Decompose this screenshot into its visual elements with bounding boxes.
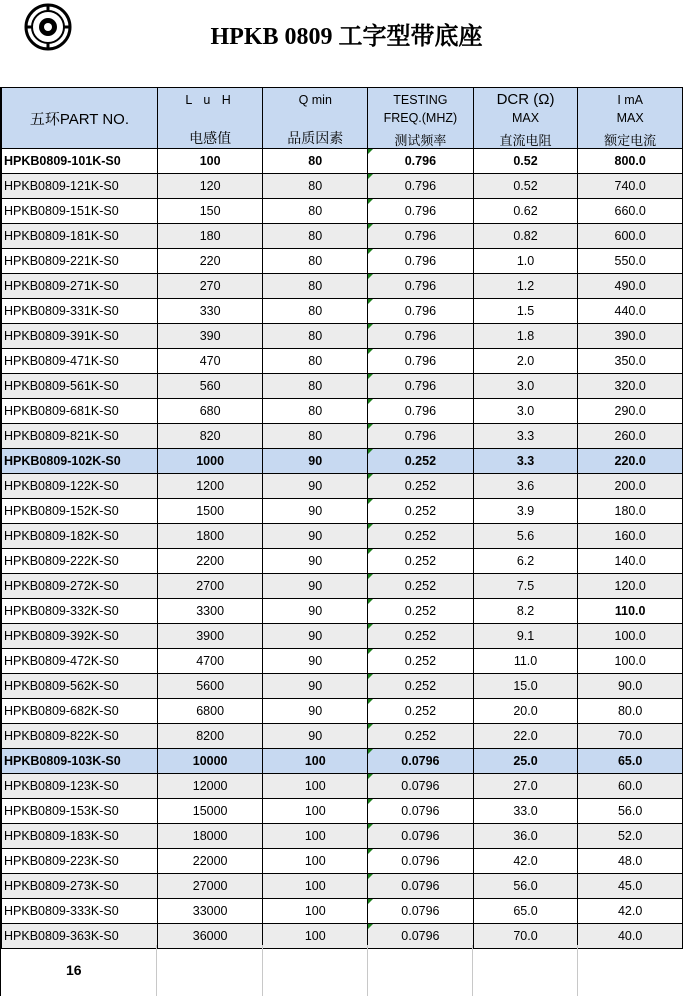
current-cell: 200.0 (578, 474, 683, 499)
dcr-cell: 56.0 (473, 874, 578, 899)
part-number-cell: HPKB0809-392K-S0 (2, 624, 158, 649)
table-row (2, 824, 683, 849)
table-row (2, 649, 683, 674)
freq-cell: 0.252 (368, 724, 474, 749)
part-number-cell: HPKB0809-273K-S0 (2, 874, 158, 899)
table-row (2, 499, 683, 524)
footer-divider (367, 945, 368, 996)
freq-cell: 0.252 (368, 499, 474, 524)
inductance-cell: 10000 (157, 749, 263, 774)
table-row (2, 174, 683, 199)
table-row (2, 299, 683, 324)
current-cell: 65.0 (578, 749, 683, 774)
current-cell: 440.0 (578, 299, 683, 324)
part-number-cell: HPKB0809-681K-S0 (2, 399, 158, 424)
freq-cell: 0.796 (368, 274, 474, 299)
header-current (578, 88, 683, 149)
current-cell: 550.0 (578, 249, 683, 274)
part-number-cell: HPKB0809-821K-S0 (2, 424, 158, 449)
inductance-cell: 8200 (157, 724, 263, 749)
dcr-cell: 42.0 (473, 849, 578, 874)
header-dcr (473, 88, 578, 149)
freq-cell: 0.796 (368, 224, 474, 249)
part-number-cell: HPKB0809-331K-S0 (2, 299, 158, 324)
footer-grid (156, 945, 683, 996)
current-cell: 42.0 (578, 899, 683, 924)
footer-divider (472, 945, 473, 996)
dcr-cell: 11.0 (473, 649, 578, 674)
current-cell: 80.0 (578, 699, 683, 724)
freq-cell: 0.252 (368, 574, 474, 599)
inductance-cell: 2200 (157, 549, 263, 574)
part-number-cell: HPKB0809-472K-S0 (2, 649, 158, 674)
dcr-cell: 8.2 (473, 599, 578, 624)
current-cell: 140.0 (578, 549, 683, 574)
table-row (2, 424, 683, 449)
dcr-cell: 70.0 (473, 924, 578, 949)
q-cell: 90 (263, 724, 368, 749)
q-cell: 100 (263, 824, 368, 849)
q-cell: 90 (263, 699, 368, 724)
q-cell: 80 (263, 149, 368, 174)
inductance-cell: 100 (157, 149, 263, 174)
footer-divider (156, 945, 157, 996)
inductance-cell: 1800 (157, 524, 263, 549)
table-row (2, 799, 683, 824)
dcr-cell: 7.5 (473, 574, 578, 599)
inductance-cell: 560 (157, 374, 263, 399)
inductance-cell: 270 (157, 274, 263, 299)
q-cell: 100 (263, 849, 368, 874)
inductance-cell: 3300 (157, 599, 263, 624)
current-cell: 220.0 (578, 449, 683, 474)
inductance-cell: 1200 (157, 474, 263, 499)
inductance-cell: 180 (157, 224, 263, 249)
header-q (263, 88, 368, 149)
spec-table (1, 87, 683, 949)
table-row (2, 599, 683, 624)
dcr-cell: 0.82 (473, 224, 578, 249)
part-number-cell: HPKB0809-101K-S0 (2, 149, 158, 174)
current-cell: 180.0 (578, 499, 683, 524)
dcr-cell: 15.0 (473, 674, 578, 699)
header-dcr-top: DCR (Ω) (496, 91, 555, 108)
table-row (2, 524, 683, 549)
current-cell: 90.0 (578, 674, 683, 699)
inductance-cell: 18000 (157, 824, 263, 849)
freq-cell: 0.0796 (368, 799, 474, 824)
q-cell: 90 (263, 499, 368, 524)
q-cell: 100 (263, 749, 368, 774)
inductance-cell: 33000 (157, 899, 263, 924)
dcr-cell: 0.62 (473, 199, 578, 224)
table-row (2, 699, 683, 724)
part-number-cell: HPKB0809-121K-S0 (2, 174, 158, 199)
freq-cell: 0.0796 (368, 849, 474, 874)
inductance-cell: 4700 (157, 649, 263, 674)
freq-cell: 0.0796 (368, 874, 474, 899)
dcr-cell: 1.5 (473, 299, 578, 324)
header-freq-mid: FREQ.(MHZ) (383, 111, 458, 125)
freq-cell: 0.796 (368, 174, 474, 199)
header-q-label: 品质因素 (287, 130, 344, 146)
header-part-no: 五环PART NO. (2, 88, 158, 149)
table-row (2, 349, 683, 374)
freq-cell: 0.796 (368, 249, 474, 274)
inductance-cell: 470 (157, 349, 263, 374)
inductance-cell: 2700 (157, 574, 263, 599)
q-cell: 90 (263, 549, 368, 574)
header-dcr-mid: MAX (511, 111, 540, 125)
freq-cell: 0.796 (368, 424, 474, 449)
freq-cell: 0.796 (368, 149, 474, 174)
table-header-row (2, 88, 683, 149)
dcr-cell: 2.0 (473, 349, 578, 374)
q-cell: 80 (263, 399, 368, 424)
dcr-cell: 3.3 (473, 424, 578, 449)
dcr-cell: 0.52 (473, 174, 578, 199)
table-row (2, 899, 683, 924)
inductance-cell: 27000 (157, 874, 263, 899)
current-cell: 70.0 (578, 724, 683, 749)
q-cell: 90 (263, 574, 368, 599)
part-number-cell: HPKB0809-272K-S0 (2, 574, 158, 599)
q-cell: 80 (263, 274, 368, 299)
current-cell: 600.0 (578, 224, 683, 249)
inductance-cell: 680 (157, 399, 263, 424)
current-cell: 48.0 (578, 849, 683, 874)
dcr-cell: 1.2 (473, 274, 578, 299)
table-row (2, 674, 683, 699)
header-inductance-unit: L u H (185, 93, 235, 107)
q-cell: 90 (263, 624, 368, 649)
freq-cell: 0.252 (368, 674, 474, 699)
current-cell: 120.0 (578, 574, 683, 599)
q-cell: 90 (263, 524, 368, 549)
table-row (2, 474, 683, 499)
q-cell: 100 (263, 924, 368, 949)
q-cell: 80 (263, 199, 368, 224)
table-row (2, 274, 683, 299)
freq-cell: 0.0796 (368, 924, 474, 949)
table-row (2, 749, 683, 774)
footer-divider (262, 945, 263, 996)
dcr-cell: 0.52 (473, 149, 578, 174)
current-cell: 740.0 (578, 174, 683, 199)
q-cell: 80 (263, 249, 368, 274)
freq-cell: 0.252 (368, 649, 474, 674)
inductance-cell: 220 (157, 249, 263, 274)
current-cell: 40.0 (578, 924, 683, 949)
q-cell: 80 (263, 424, 368, 449)
dcr-cell: 36.0 (473, 824, 578, 849)
current-cell: 260.0 (578, 424, 683, 449)
current-cell: 60.0 (578, 774, 683, 799)
part-number-cell: HPKB0809-102K-S0 (2, 449, 158, 474)
part-number-cell: HPKB0809-103K-S0 (2, 749, 158, 774)
part-number-cell: HPKB0809-223K-S0 (2, 849, 158, 874)
current-cell: 660.0 (578, 199, 683, 224)
table-row (2, 549, 683, 574)
freq-cell: 0.252 (368, 624, 474, 649)
dcr-cell: 3.6 (473, 474, 578, 499)
header-freq-top: TESTING (393, 93, 448, 107)
inductance-cell: 5600 (157, 674, 263, 699)
q-cell: 80 (263, 299, 368, 324)
freq-cell: 0.252 (368, 474, 474, 499)
inductance-cell: 36000 (157, 924, 263, 949)
part-number-cell: HPKB0809-391K-S0 (2, 324, 158, 349)
freq-cell: 0.796 (368, 199, 474, 224)
q-cell: 80 (263, 349, 368, 374)
inductance-cell: 120 (157, 174, 263, 199)
freq-cell: 0.0796 (368, 824, 474, 849)
current-cell: 100.0 (578, 624, 683, 649)
footer-divider (577, 945, 578, 996)
table-row (2, 199, 683, 224)
current-cell: 320.0 (578, 374, 683, 399)
q-cell: 80 (263, 174, 368, 199)
dcr-cell: 1.8 (473, 324, 578, 349)
header-current-mid: MAX (616, 111, 644, 125)
freq-cell: 0.796 (368, 349, 474, 374)
part-number-cell: HPKB0809-182K-S0 (2, 524, 158, 549)
inductance-cell: 22000 (157, 849, 263, 874)
table-row (2, 324, 683, 349)
q-cell: 90 (263, 649, 368, 674)
header-current-top: I mA (617, 93, 644, 107)
part-number-cell: HPKB0809-471K-S0 (2, 349, 158, 374)
header-inductance (157, 88, 263, 149)
table-row (2, 399, 683, 424)
q-cell: 100 (263, 774, 368, 799)
page-number: 16 (66, 962, 82, 978)
inductance-cell: 390 (157, 324, 263, 349)
freq-cell: 0.0796 (368, 774, 474, 799)
q-cell: 90 (263, 674, 368, 699)
dcr-cell: 5.6 (473, 524, 578, 549)
table-row (2, 774, 683, 799)
dcr-cell: 20.0 (473, 699, 578, 724)
current-cell: 350.0 (578, 349, 683, 374)
q-cell: 90 (263, 474, 368, 499)
q-cell: 90 (263, 599, 368, 624)
dcr-cell: 25.0 (473, 749, 578, 774)
freq-cell: 0.796 (368, 324, 474, 349)
part-number-cell: HPKB0809-271K-S0 (2, 274, 158, 299)
page-header (0, 0, 683, 88)
part-number-cell: HPKB0809-181K-S0 (2, 224, 158, 249)
current-cell: 160.0 (578, 524, 683, 549)
q-cell: 80 (263, 324, 368, 349)
header-current-label: 额定电流 (604, 133, 657, 148)
part-number-cell: HPKB0809-332K-S0 (2, 599, 158, 624)
freq-cell: 0.252 (368, 699, 474, 724)
freq-cell: 0.796 (368, 374, 474, 399)
inductance-cell: 1000 (157, 449, 263, 474)
page-title: HPKB 0809 工字型带底座 (210, 24, 483, 50)
freq-cell: 0.252 (368, 549, 474, 574)
part-number-cell: HPKB0809-222K-S0 (2, 549, 158, 574)
part-number-cell: HPKB0809-152K-S0 (2, 499, 158, 524)
q-cell: 80 (263, 374, 368, 399)
freq-cell: 0.0796 (368, 899, 474, 924)
dcr-cell: 27.0 (473, 774, 578, 799)
part-number-cell: HPKB0809-333K-S0 (2, 899, 158, 924)
dcr-cell: 65.0 (473, 899, 578, 924)
part-number-cell: HPKB0809-363K-S0 (2, 924, 158, 949)
table-row (2, 624, 683, 649)
table-row (2, 724, 683, 749)
inductance-cell: 820 (157, 424, 263, 449)
table-row (2, 874, 683, 899)
dcr-cell: 1.0 (473, 249, 578, 274)
inductance-cell: 3900 (157, 624, 263, 649)
dcr-cell: 9.1 (473, 624, 578, 649)
freq-cell: 0.252 (368, 524, 474, 549)
dcr-cell: 3.3 (473, 449, 578, 474)
current-cell: 490.0 (578, 274, 683, 299)
current-cell: 390.0 (578, 324, 683, 349)
current-cell: 52.0 (578, 824, 683, 849)
part-number-cell: HPKB0809-153K-S0 (2, 799, 158, 824)
header-q-unit: Q min (298, 93, 332, 107)
freq-cell: 0.0796 (368, 749, 474, 774)
dcr-cell: 22.0 (473, 724, 578, 749)
part-number-cell: HPKB0809-561K-S0 (2, 374, 158, 399)
table-row (2, 574, 683, 599)
inductance-cell: 150 (157, 199, 263, 224)
q-cell: 100 (263, 899, 368, 924)
q-cell: 90 (263, 449, 368, 474)
current-cell: 110.0 (578, 599, 683, 624)
freq-cell: 0.252 (368, 599, 474, 624)
freq-cell: 0.796 (368, 399, 474, 424)
q-cell: 100 (263, 874, 368, 899)
inductance-cell: 15000 (157, 799, 263, 824)
current-cell: 290.0 (578, 399, 683, 424)
dcr-cell: 33.0 (473, 799, 578, 824)
header-freq (368, 88, 474, 149)
part-number-cell: HPKB0809-822K-S0 (2, 724, 158, 749)
current-cell: 100.0 (578, 649, 683, 674)
current-cell: 800.0 (578, 149, 683, 174)
table-row (2, 149, 683, 174)
part-number-cell: HPKB0809-221K-S0 (2, 249, 158, 274)
table-row (2, 449, 683, 474)
inductance-cell: 1500 (157, 499, 263, 524)
freq-cell: 0.252 (368, 449, 474, 474)
current-cell: 56.0 (578, 799, 683, 824)
q-cell: 80 (263, 224, 368, 249)
part-number-cell: HPKB0809-151K-S0 (2, 199, 158, 224)
header-freq-label: 测试频率 (394, 133, 447, 148)
part-number-cell: HPKB0809-183K-S0 (2, 824, 158, 849)
inductance-cell: 330 (157, 299, 263, 324)
current-cell: 45.0 (578, 874, 683, 899)
inductance-cell: 12000 (157, 774, 263, 799)
inductance-cell: 6800 (157, 699, 263, 724)
q-cell: 100 (263, 799, 368, 824)
header-inductance-label: 电感值 (189, 130, 232, 146)
part-number-cell: HPKB0809-123K-S0 (2, 774, 158, 799)
table-row (2, 249, 683, 274)
header-dcr-label: 直流电阻 (499, 133, 552, 148)
dcr-cell: 3.9 (473, 499, 578, 524)
table-row (2, 374, 683, 399)
part-number-cell: HPKB0809-122K-S0 (2, 474, 158, 499)
freq-cell: 0.796 (368, 299, 474, 324)
dcr-cell: 3.0 (473, 374, 578, 399)
table-row (2, 849, 683, 874)
table-row (2, 224, 683, 249)
dcr-cell: 3.0 (473, 399, 578, 424)
part-number-cell: HPKB0809-562K-S0 (2, 674, 158, 699)
dcr-cell: 6.2 (473, 549, 578, 574)
part-number-cell: HPKB0809-682K-S0 (2, 699, 158, 724)
